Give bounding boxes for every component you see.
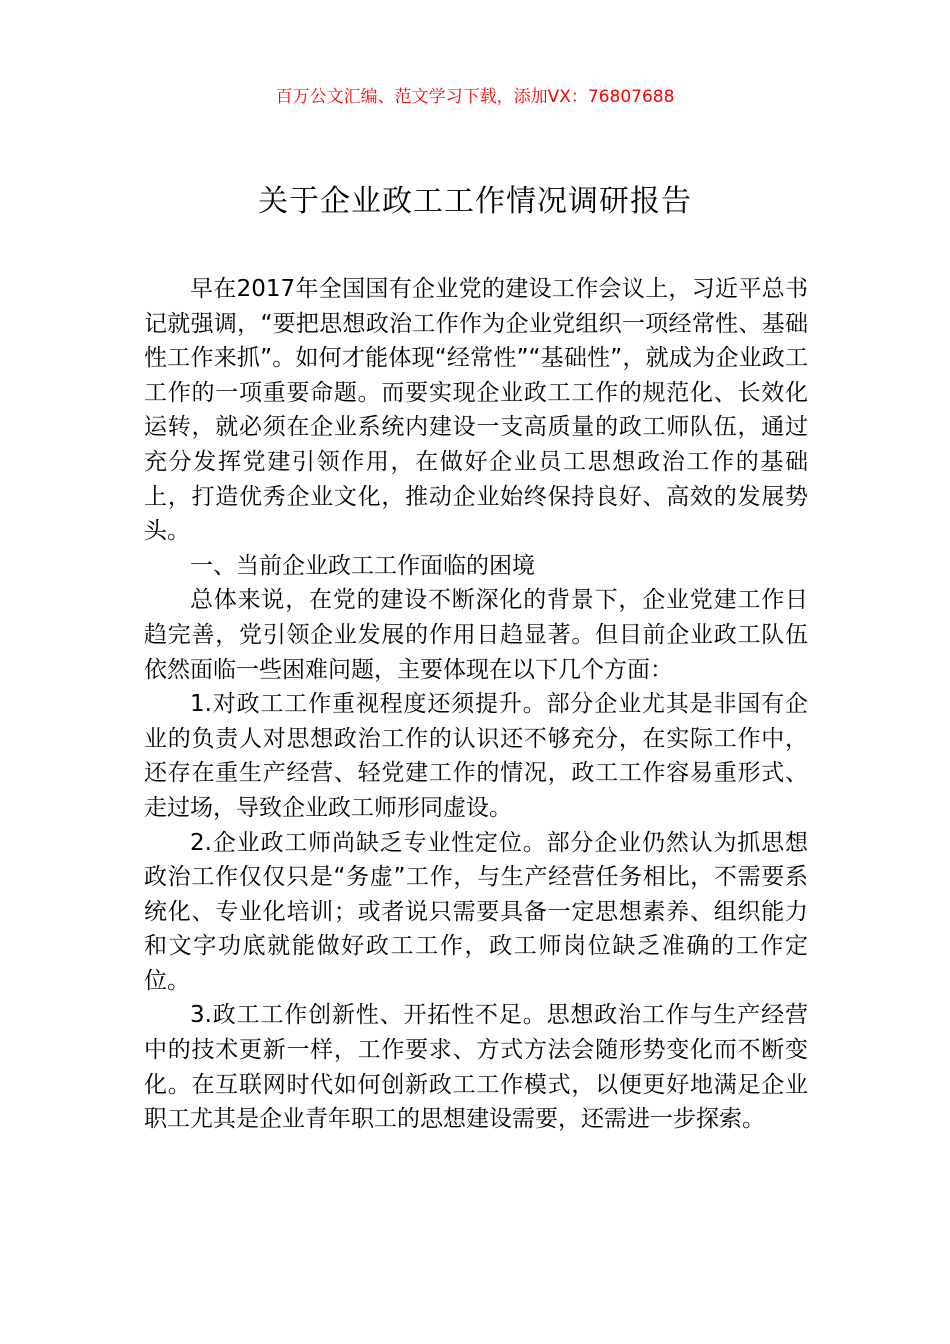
section-heading: 一、当前企业政工工作面临的困境 [190, 552, 535, 579]
paragraph-intro: 早在2017年全国国有企业党的建设工作会议上，习近平总书记就强调，“要把思想政治工作作为企业党组织一项经常性、基础性工作来抓”。如何才能体现“经常性”“基础性”，就成为企业政工工作的一项重要命题。而要实现企业政工工作的规范化、长效化运转，就必须在企业系统内建设一支高质量的政工师队伍，通过充分发挥党建引领作用，在做好企业员工思想政治工作的基础上，打造优秀企业文化，推动企业始终保持良好、高效的发展势头。 [144, 276, 808, 545]
document-title: 关于企业政工工作情况调研报告 [258, 184, 692, 219]
download-notice: 百万公文汇编、范文学习下载，添加VX：76807688 [275, 87, 675, 107]
paragraph-point-3: 3.政工工作创新性、开拓性不足。思想政治工作与生产经营中的技术更新一样，工作要求、方式方法会随形势变化而不断变化。在互联网时代如何创新政工工作模式，以便更好地满足企业职工尤其是企业青年职工的思想建设需要，还需进一步探索。 [144, 1002, 808, 1133]
document-body [144, 272, 808, 1137]
paragraph-overview: 总体来说，在党的建设不断深化的背景下，企业党建工作日趋完善，党引领企业发展的作用日趋显著。但目前企业政工队伍依然面临一些困难问题，主要体现在以下几个方面： [144, 587, 808, 683]
paragraph-point-2: 2.企业政工师尚缺乏专业性定位。部分企业仍然认为抓思想政治工作仅仅只是“务虚”工作，与生产经营任务相比，不需要系统化、专业化培训；或者说只需要具备一定思想素养、组织能力和文字功底就能做好政工工作，政工师岗位缺乏准确的工作定位。 [144, 829, 808, 994]
paragraph-point-1: 1.对政工工作重视程度还须提升。部分企业尤其是非国有企业的负责人对思想政治工作的认识还不够充分，在实际工作中，还存在重生产经营、轻党建工作的情况，政工工作容易重形式、走过场，导致企业政工师形同虚设。 [144, 691, 808, 821]
